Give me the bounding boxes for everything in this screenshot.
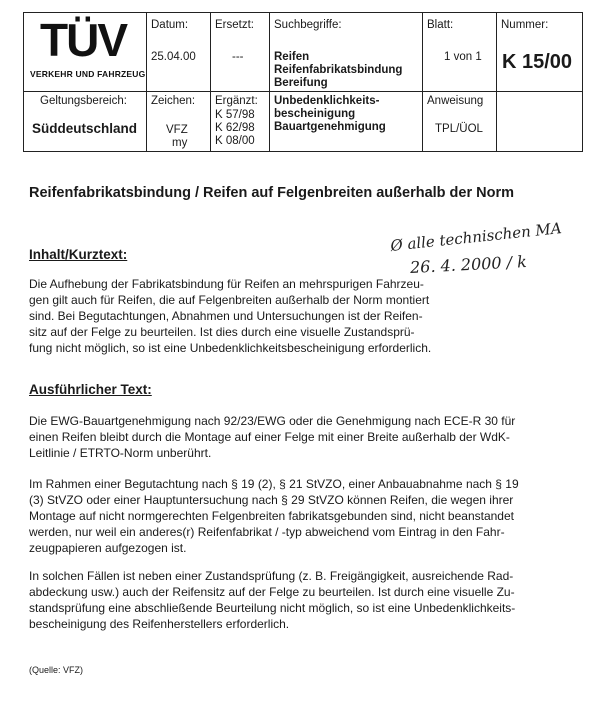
handwritten-note: Ø alle technischen MA <box>389 219 563 255</box>
text-line: gen gilt auch für Reifen, die auf Felgenbreiten außerhalb der Norm montiert <box>29 293 430 307</box>
text-line: werden, nur weil ein anderes(r) Reifenfabrikat / -typ abweichend vom Eintrag in den Fahr- <box>29 525 505 539</box>
header-table <box>23 12 583 152</box>
text-line: In solchen Fällen ist neben einer Zustandsprüfung (z. B. Freigängigkeit, ausreichende Rad- <box>29 569 514 583</box>
text-line: fung nicht möglich, so ist eine Unbedenklichkeitsbescheinigung erforderlich. <box>29 341 432 355</box>
paragraph-2 <box>29 476 519 556</box>
text-line: bescheinigung des Reifenherstellers erforderlich. <box>29 617 290 631</box>
nummer-label: Nummer: <box>501 19 549 31</box>
inhalt-text <box>29 276 431 356</box>
column-divider <box>269 13 270 151</box>
ergaenzt-value: K 62/98 <box>215 122 255 134</box>
text-line: Die Aufhebung der Fabrikatsbindung für Reifen an mehrspurigen Fahrzeu- <box>29 277 424 291</box>
zeichen-label: Zeichen: <box>151 95 196 107</box>
text-line: zeugpapieren aufgezogen ist. <box>29 541 187 555</box>
suchbegriff: Reifenfabrikatsbindung <box>274 64 403 76</box>
ersetzt-value: --- <box>232 51 244 63</box>
ergaenzt-value: K 57/98 <box>215 109 255 121</box>
column-divider <box>496 13 497 151</box>
text-line: abdeckung usw.) auch der Reifensitz auf der Felge zu beurteilen. Ist durch eine visuelle Zu- <box>29 585 515 599</box>
suchbegriff: Bauartgenehmigung <box>274 121 386 133</box>
text-line: einen Reifen bleibt durch die Montage auf einer Felge mit einer Breite außerhalb der WdK- <box>29 430 510 444</box>
suchbegriff: Bereifung <box>274 77 328 89</box>
datum-label: Datum: <box>151 19 189 31</box>
suchbegriff: Unbedenklichkeits- <box>274 95 380 107</box>
source-note: (Quelle: VFZ) <box>29 665 84 675</box>
paragraph-3 <box>29 568 515 632</box>
text-line: Montage auf nicht normgerechten Felgenbreiten fabrikatsgebunden sind, nicht beanstandet <box>29 509 514 523</box>
blatt-value: 1 von 1 <box>444 51 482 63</box>
paragraph-1 <box>29 413 515 461</box>
ausfuehrlich-heading: Ausführlicher Text: <box>29 382 152 397</box>
anweisung-label: Anweisung <box>427 95 484 107</box>
text-line: Leitlinie / ETRTO-Norm unberührt. <box>29 446 212 460</box>
column-divider <box>146 13 147 151</box>
handwritten-date: 26. 4. 2000 / k <box>409 251 528 278</box>
text-line: sind. Bei Begutachtungen, Abnahmen und Untersuchungen ist der Reifen- <box>29 309 423 323</box>
zeichen-value: my <box>172 137 188 149</box>
column-divider <box>210 13 211 151</box>
column-divider <box>422 13 423 151</box>
zeichen-value: VFZ <box>166 124 188 136</box>
ersetzt-label: Ersetzt: <box>215 19 254 31</box>
blatt-label: Blatt: <box>427 19 454 31</box>
text-line: Im Rahmen einer Begutachtung nach § 19 (2), § 21 StVZO, einer Anbauabnahme nach § 19 <box>29 477 519 491</box>
page-title: Reifenfabrikatsbindung / Reifen auf Felgenbreiten außerhalb der Norm <box>29 185 515 201</box>
text-line: Die EWG-Bauartgenehmigung nach 92/23/EWG oder die Genehmigung nach ECE-R 30 für <box>29 414 516 428</box>
inhalt-heading: Inhalt/Kurztext: <box>29 247 128 262</box>
datum-value: 25.04.00 <box>151 51 196 63</box>
logo-subtitle: VERKEHR UND FAHRZEUG <box>30 69 146 79</box>
anweisung-value: TPL/ÜOL <box>435 123 483 135</box>
text-line: standsprüfung eine abschließende Beurteilung nicht möglich, so ist eine Unbedenklichkeits- <box>29 601 516 615</box>
row-divider <box>24 91 582 92</box>
suchbegriffe-label: Suchbegriffe: <box>274 19 342 31</box>
geltungsbereich-value: Süddeutschland <box>32 121 138 136</box>
text-line: sitz auf der Felge zu beurteilen. Ist dies durch eine visuelle Zustandsprü- <box>29 325 415 339</box>
nummer-value: K 15/00 <box>502 51 573 73</box>
ergaenzt-value: K 08/00 <box>215 135 255 147</box>
suchbegriff: bescheinigung <box>274 108 356 120</box>
suchbegriff: Reifen <box>274 51 310 63</box>
logo-text: TÜV <box>40 14 126 66</box>
tuv-logo <box>24 13 146 91</box>
text-line: (3) StVZO oder einer Hauptuntersuchung nach § 29 StVZO können Reifen, die wegen ihrer <box>29 493 514 507</box>
geltungsbereich-label: Geltungsbereich: <box>40 95 127 107</box>
ergaenzt-label: Ergänzt: <box>215 95 258 107</box>
